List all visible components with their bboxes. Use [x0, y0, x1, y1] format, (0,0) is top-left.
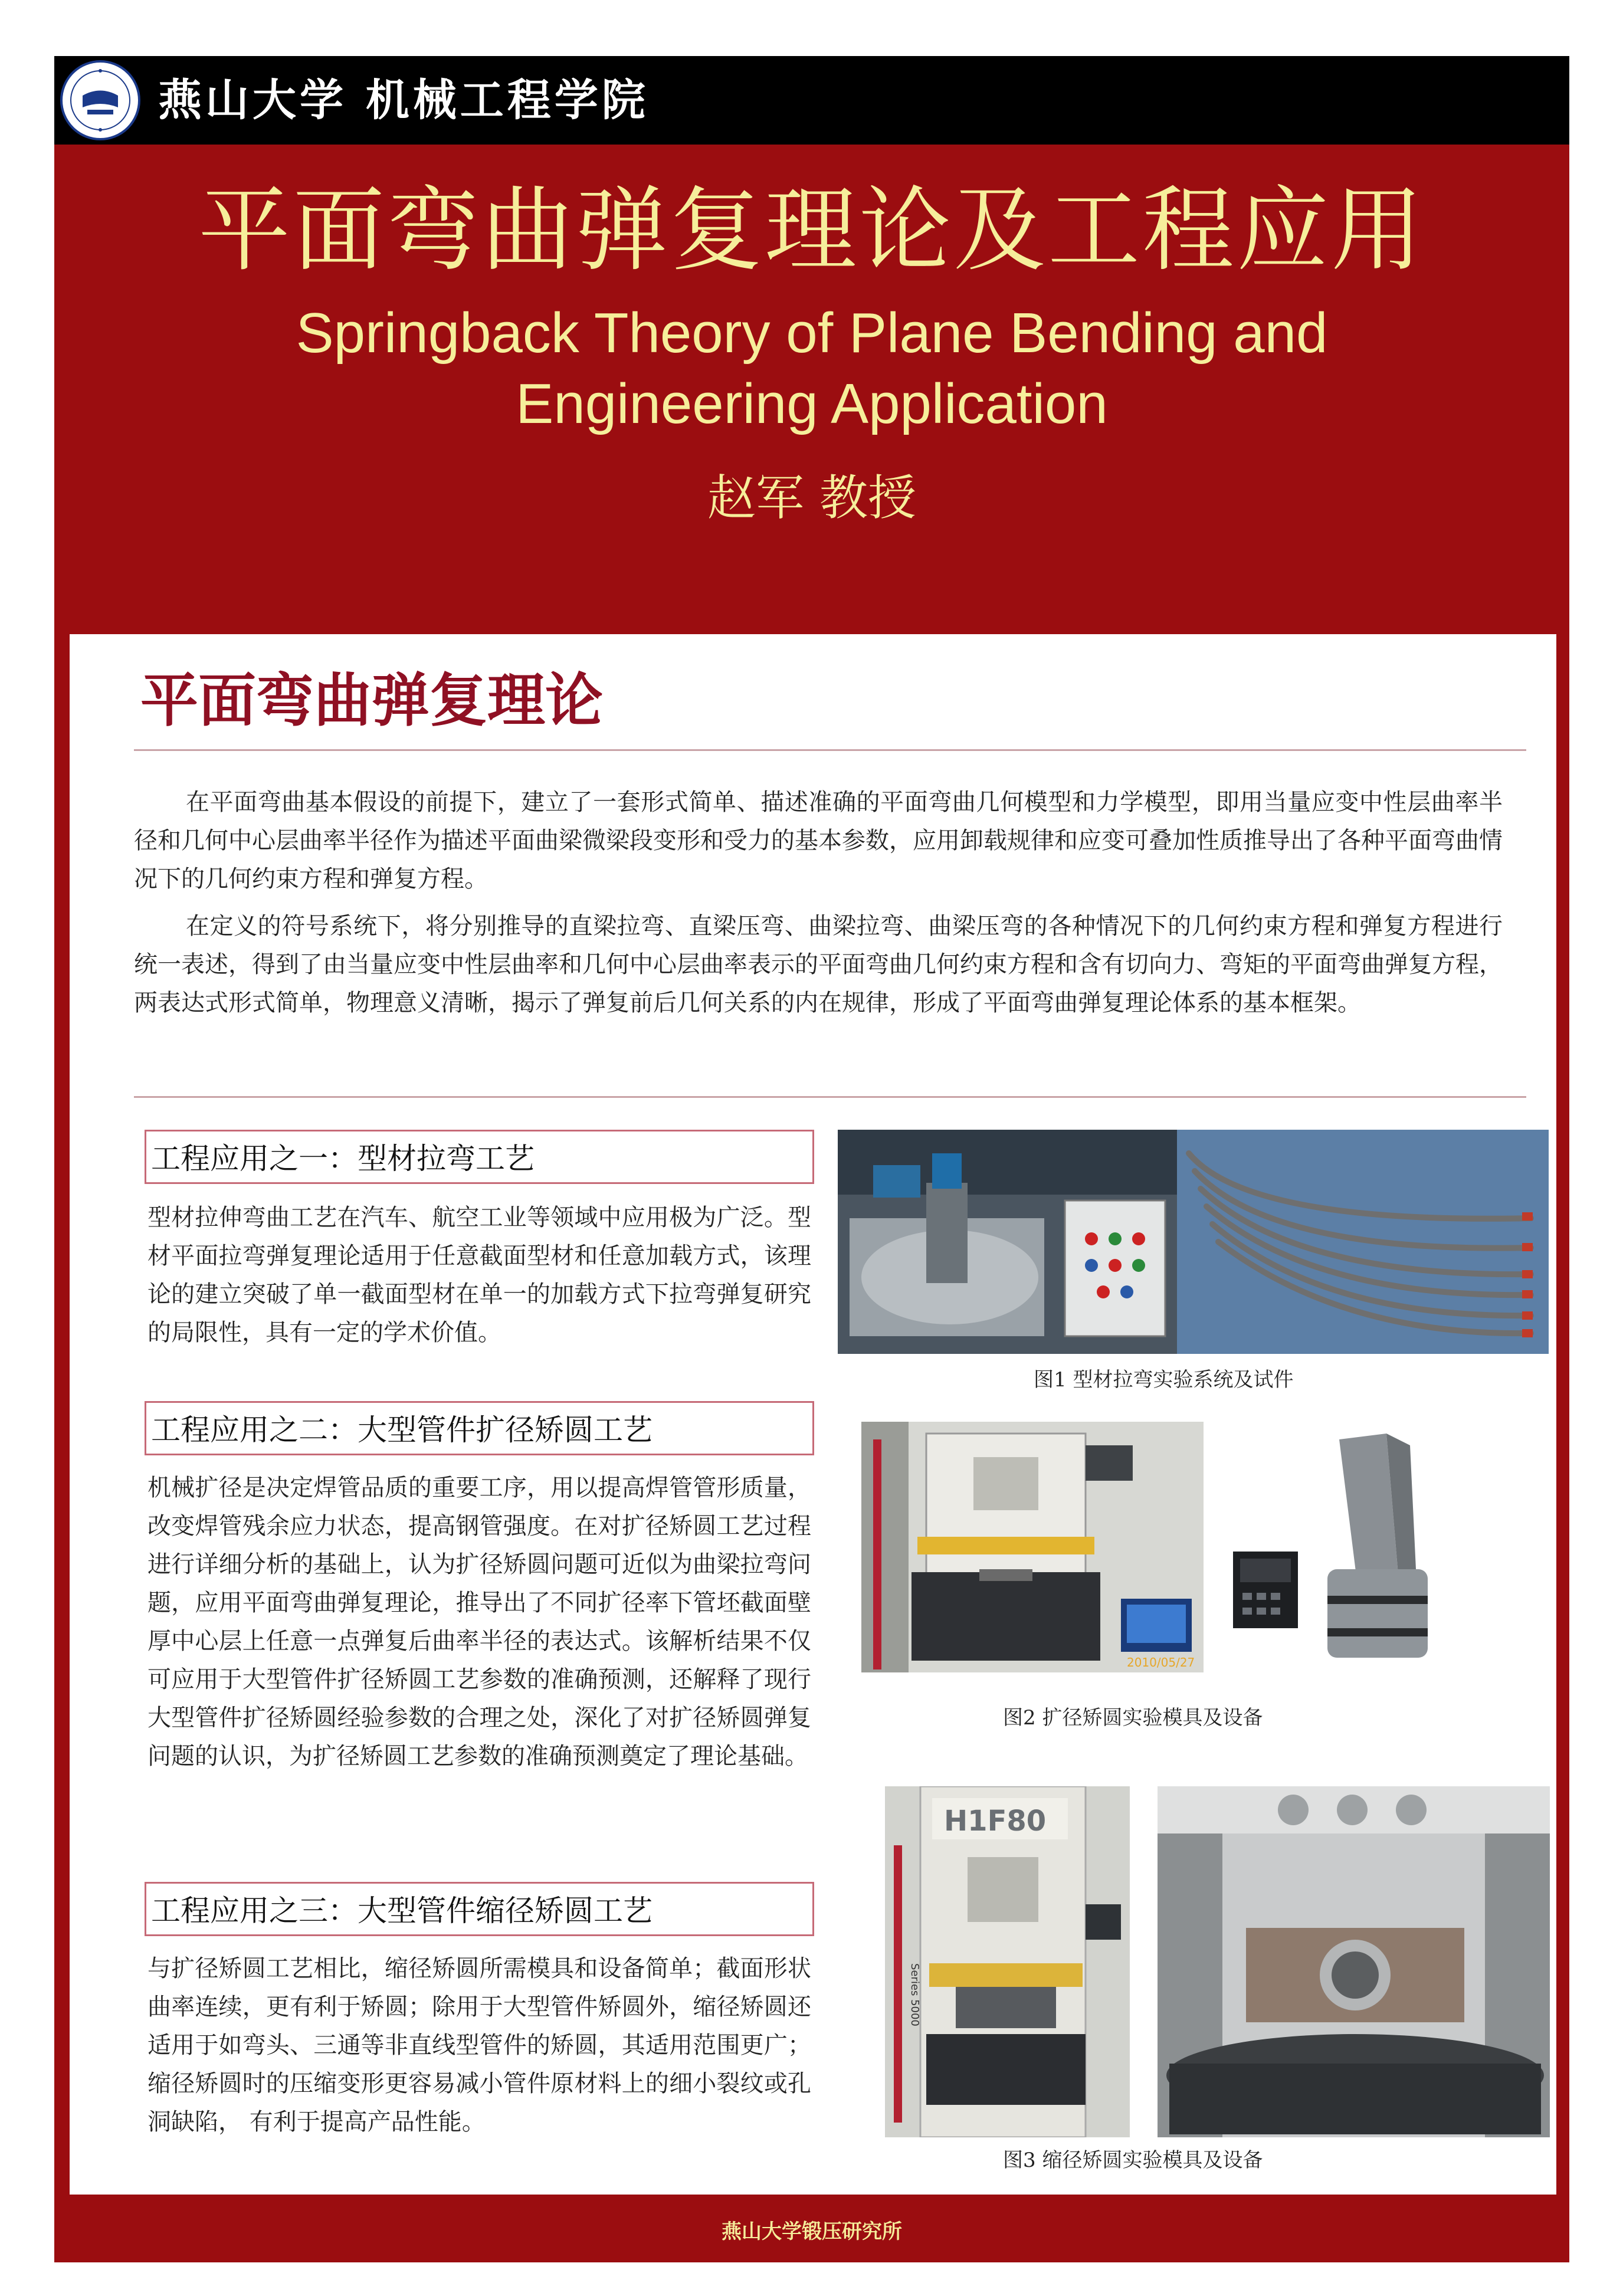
- title-english-line1: Springback Theory of Plane Bending and: [296, 301, 1328, 365]
- application-2-heading: 工程应用之二：大型管件扩径矫圆工艺: [145, 1401, 814, 1455]
- university-seal-icon: [59, 59, 142, 142]
- theory-heading: 平面弯曲弹复理论: [140, 667, 604, 734]
- figure-3-caption: 图3 缩径矫圆实验模具及设备: [1003, 2149, 1263, 2172]
- divider: [134, 749, 1526, 751]
- footer-institute: 燕山大学锻压研究所: [722, 2220, 902, 2243]
- figure-1-photo-specimens: [1177, 1130, 1549, 1354]
- theory-paragraph-2: 在定义的符号系统下，将分别推导的直梁拉弯、直梁压弯、曲梁拉弯、曲梁压弯的各种情况下的几何约束方程和弹复方程进行统一表述，得到了由当量应变中性层曲率和几何中心层曲率表示的平面弯曲几何约束方程和含有切向力、弯矩的平面弯曲弹复方程，两表达式形式简单，物理意义清晰，揭示了弹复前后几何关系的内在规律，形成了平面弯曲弹复理论体系的基本框架。: [134, 913, 1503, 1016]
- figure-1-photo-test-system: [838, 1130, 1177, 1354]
- figure-3-rule-label: Series 5000: [909, 1963, 921, 2026]
- theory-paragraph-1: 在平面弯曲基本假设的前提下，建立了一套形式简单、描述准确的平面弯曲几何模型和力学模型，即用当量应变中性层曲率半径和几何中心层曲率半径作为描述平面曲梁微梁段变形和受力的基本参数，应用卸载规律和应变可叠加性质推导出了各种平面弯曲情况下的几何约束方程和弹复方程。: [134, 789, 1503, 893]
- figure-2-caption: 图2 扩径矫圆实验模具及设备: [1003, 1706, 1263, 1730]
- application-1-text: 型材拉伸弯曲工艺在汽车、航空工业等领域中应用极为广泛。型材平面拉弯弹复理论适用于任意截面型材和任意加载方式，该理论的建立突破了单一截面型材在单一的加载方式下拉弯弹复研究的局限性，具有一定的学术价值。: [147, 1204, 811, 1346]
- application-2-text: 机械扩径是决定焊管品质的重要工序，用以提高焊管管形质量，改变焊管残余应力状态，提高钢管强度。在对扩径矫圆工艺过程进行详细分析的基础上，认为扩径矫圆问题可近似为曲梁拉弯问题，应用平面弯曲弹复理论，推导出了不同扩径率下管坯截面壁厚中心层上任意一点弹复后曲率半径的表达式。该解析结果不仅可应用于大型管件扩径矫圆工艺参数的准确预测，还解释了现行大型管件扩径矫圆经验参数的合理之处，深化了对扩径矫圆弹复问题的认识，为扩径矫圆工艺参数的准确预测奠定了理论基础。: [147, 1474, 811, 1770]
- application-3-heading: 工程应用之三：大型管件缩径矫圆工艺: [145, 1882, 814, 1936]
- school-name: 燕山大学 机械工程学院: [158, 75, 649, 126]
- figure-2-timestamp: 2010/05/27: [1127, 1655, 1195, 1669]
- figure-2-photo-press: [861, 1422, 1204, 1672]
- title-chinese: 平面弯曲弹复理论及工程应用: [198, 176, 1425, 284]
- figure-3-photo-die: [1158, 1786, 1550, 2137]
- figure-3-photo-press: [885, 1786, 1130, 2137]
- application-1-heading: 工程应用之一：型材拉弯工艺: [145, 1130, 814, 1184]
- divider: [134, 1096, 1526, 1098]
- figure-2-photo-die: [1316, 1422, 1552, 1672]
- figure-1-caption: 图1 型材拉弯实验系统及试件: [1034, 1368, 1294, 1392]
- application-3-text: 与扩径矫圆工艺相比，缩径矫圆所需模具和设备简单；截面形状曲率连续，更有利于矫圆；除用于大型管件矫圆外，缩径矫圆还适用于如弯头、三通等非直线型管件的矫圆，其适用范围更广；缩径矫圆时的压缩变形更容易减小管件原材料上的细小裂纹或孔洞缺陷， 有利于提高产品性能。: [147, 1955, 811, 2136]
- author: 赵军 教授: [707, 470, 917, 526]
- figure-3-machine-label: H1F80: [944, 1805, 1047, 1838]
- title-english-line2: Engineering Application: [516, 372, 1108, 435]
